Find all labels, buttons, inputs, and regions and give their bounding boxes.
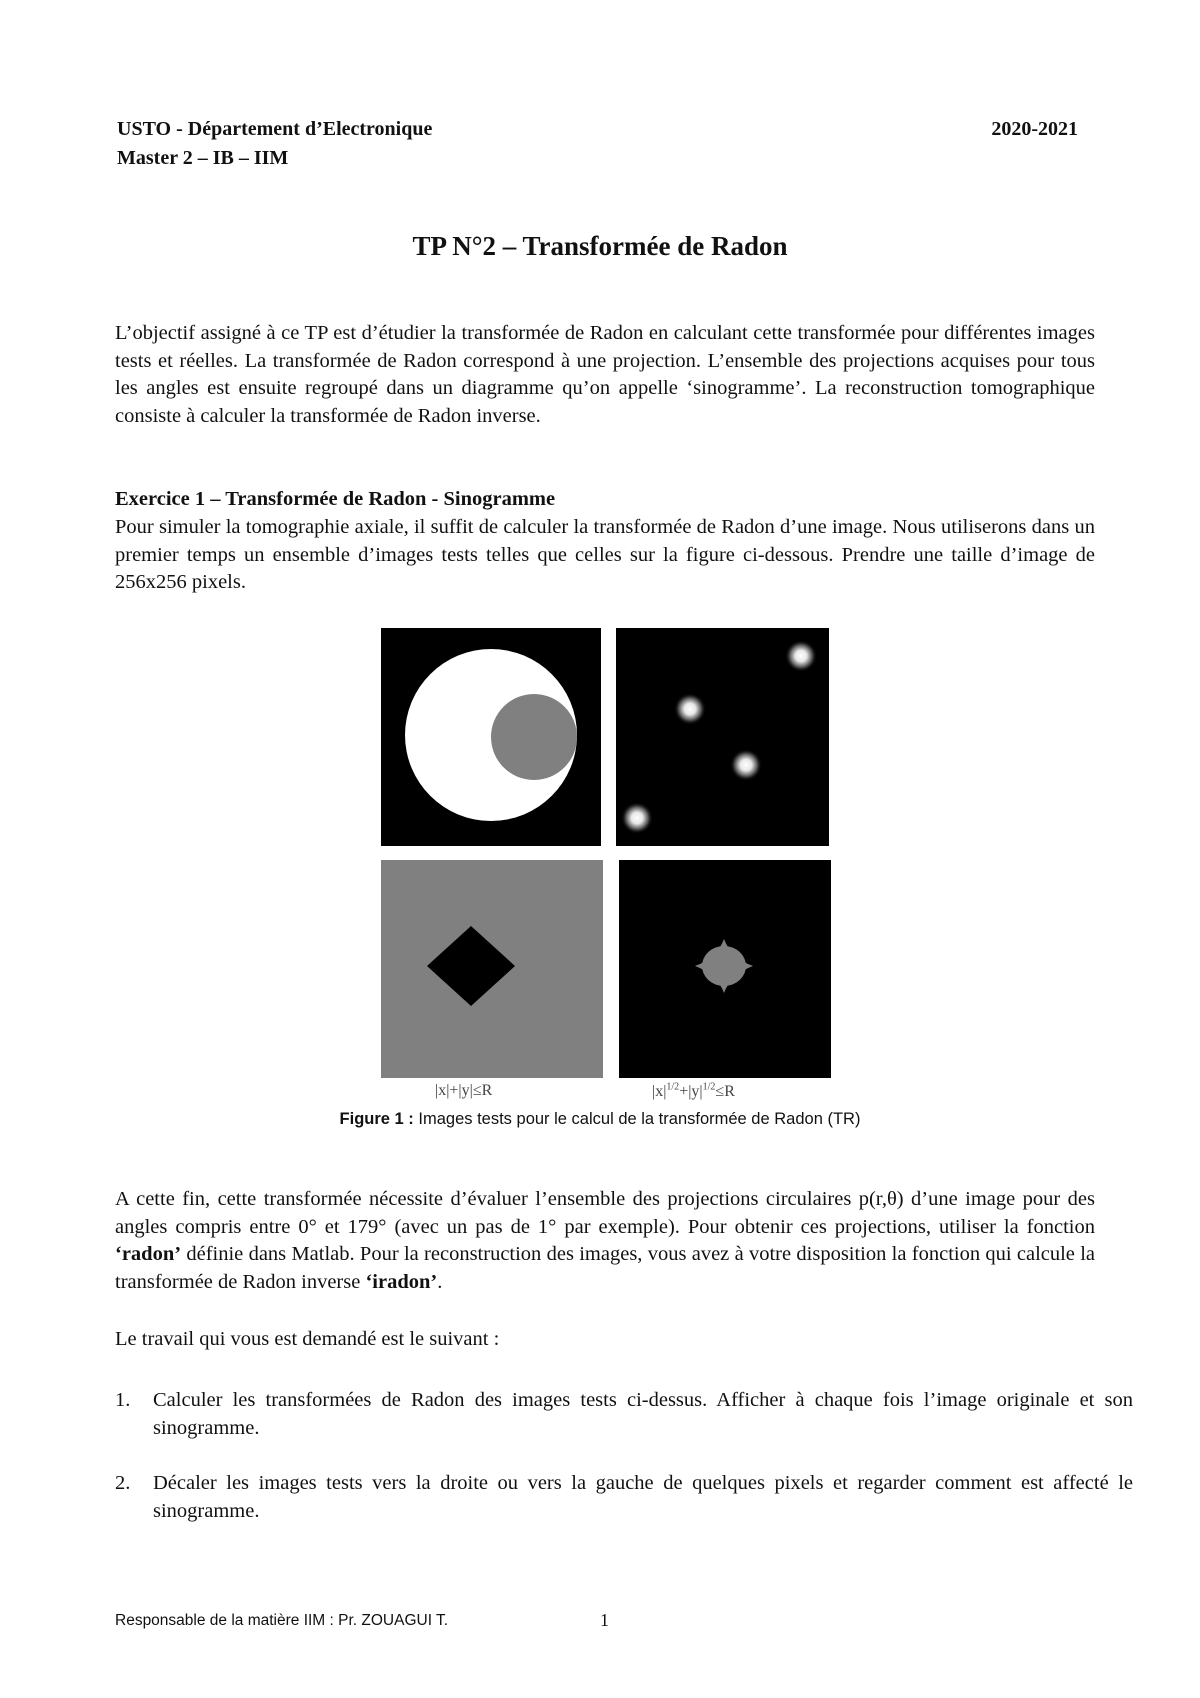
iradon-function: ‘iradon’ [365,1270,438,1293]
figure-caption-text: Images tests pour le calcul de la transformée de Radon (TR) [413,1110,861,1128]
formula-diamond: |x|+|y|≤R [435,1082,493,1099]
test-image-gaussian-spots [616,628,829,846]
figure-caption-label: Figure 1 : [339,1110,414,1128]
test-image-astroid [619,860,831,1078]
page-number: 1 [600,1610,609,1630]
work-intro: Le travail qui vous est demandé est le suivant : [115,1328,500,1350]
header-program: Master 2 – IB – IIM [117,147,289,169]
formula-astroid: $|x|^{1/2}+|y|^{1/2}\le R$ [652,1082,735,1101]
footer-responsible: Responsable de la matière IIM : Pr. ZOUAGUI T. [115,1612,449,1629]
exercise-1-text: Pour simuler la tomographie axiale, il suffit de calculer la transformée de Radon d’une image. Nous utiliserons dans un premier temps un ensemble d’images tests telles que celles sur la figure ci-dessous. Prendre une taille d’image de 256x256 pixels. [115,516,1095,593]
method-paragraph: A cette fin, cette transformée nécessite d’évaluer l’ensemble des projections circulaires p(r,θ) d’une image pour des angles compris entre 0° et 179° (avec un pas de 1° par exemple). Pour obtenir ces projections, utiliser la fonction ‘radon’ définie dans Matlab. Pour la reconstruction des images, vous avez à votre disposition la fonction qui calcule la transformée de Radon inverse ‘iradon’. [115,1188,1095,1293]
header-year: 2020-2021 [991,118,1078,140]
exercise-1-title: Exercice 1 – Transformée de Radon - Sinogramme [115,488,556,510]
list-item-text: Calculer les transformées de Radon des images tests ci-dessus. Afficher à chaque fois l’image originale et son sinogramme. [153,1389,1133,1439]
list-item-number: 1. [115,1389,131,1411]
list-item-text: Décaler les images tests vers la droite ou vers la gauche de quelques pixels et regarder comment est affecté le sinogramme. [153,1472,1133,1522]
list-item [115,1470,1133,1525]
intro-paragraph: L’objectif assigné à ce TP est d’étudier la transformée de Radon en calculant cette transformée pour différentes images tests et réelles. La transformée de Radon correspond à une projection. L’ensemble des projections acquises pour tous les angles est ensuite regroupé dans un diagramme qu’on appelle ‘sinogramme’. La reconstruction tomographique consiste à calculer la transformée de Radon inverse. [115,322,1095,427]
list-item-number: 2. [115,1472,131,1494]
header-department: USTO - Département d’Electronique [117,118,433,140]
test-image-disk-with-gray-circle [381,628,601,846]
radon-function: ‘radon’ [115,1243,182,1265]
page-title: TP N°2 – Transformée de Radon [412,231,788,261]
list-item [115,1387,1133,1442]
figure-caption [0,1110,1200,1129]
test-image-diamond [381,860,603,1078]
